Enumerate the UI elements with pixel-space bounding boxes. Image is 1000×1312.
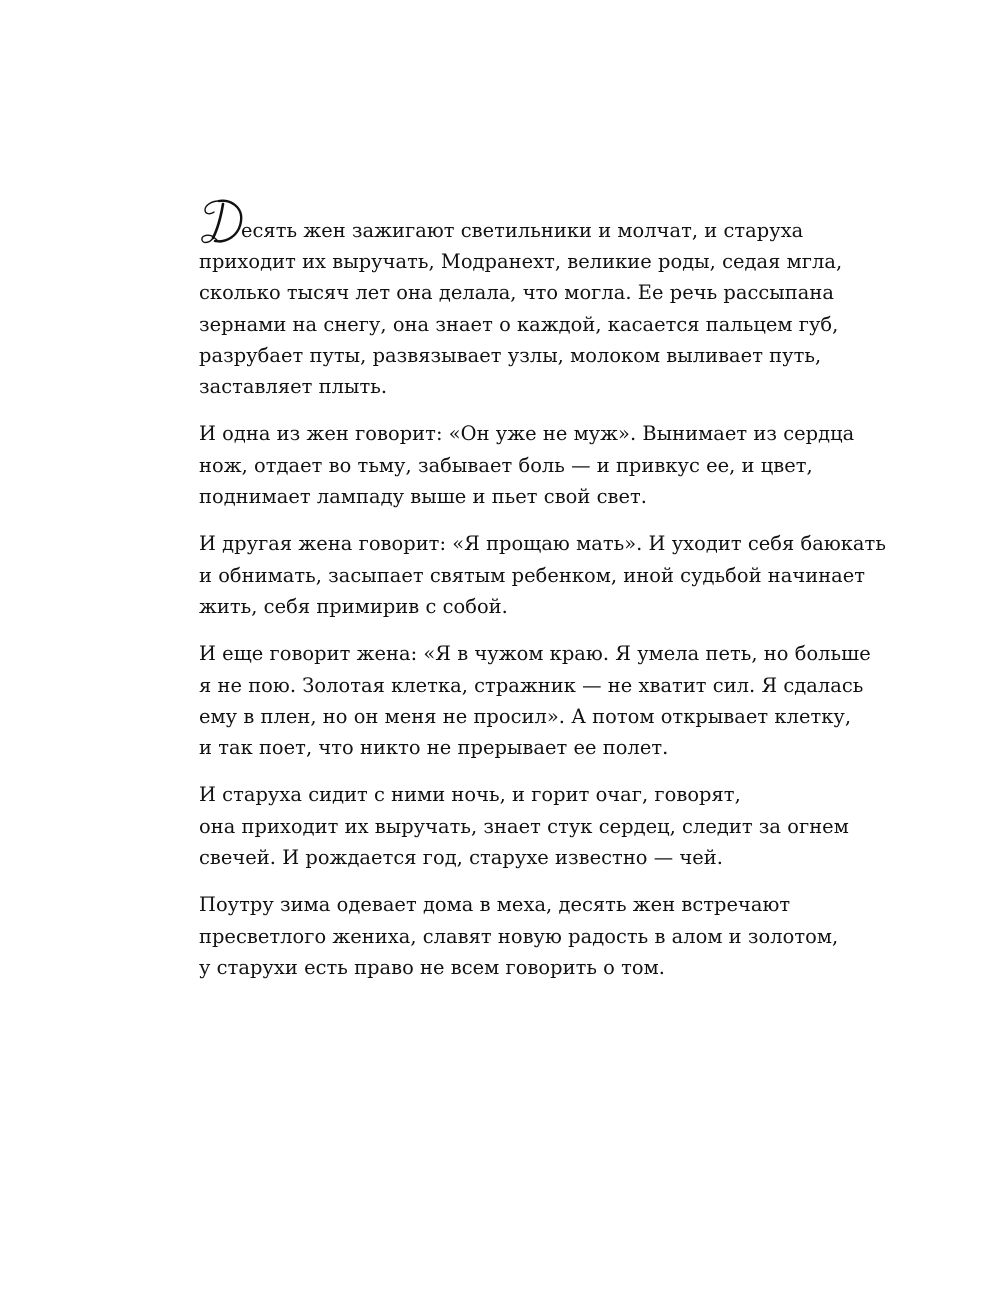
stanza-1	[199, 196, 879, 402]
poem-line: нож, отдает во тьму, забывает боль — и привкус ее, и цвет,	[199, 453, 813, 477]
poem-line: Поутру зима одевает дома в меха, десять жен встречают	[199, 893, 791, 917]
poem-line: она приходит их выручать, знает стук сердец, следит за огнем	[199, 814, 849, 838]
poem-line: И еще говорит жена: «Я в чужом краю. Я умела петь, но больше	[199, 642, 871, 666]
poem-line: жить, себя примирив с собой.	[199, 594, 508, 618]
stanza-3	[199, 528, 886, 622]
poem-line: ему в плен, но он меня не просил». А потом открывает клетку,	[199, 704, 852, 728]
poem-line: у старухи есть право не всем говорить о том.	[199, 955, 665, 979]
stanza-5	[199, 779, 879, 873]
stanza-6	[199, 889, 879, 983]
poem-line: свечей. И рождается год, старухе известно — чей.	[199, 846, 723, 870]
poem-line: и так поет, что никто не прерывает ее полет.	[199, 736, 669, 760]
first-line-text: есять жен зажигают светильники и молчат, и старуха	[241, 218, 804, 242]
poem-line: приходит их выручать, Модранехт, великие роды, седая мгла,	[199, 250, 843, 273]
poem-line: заставляет плыть.	[199, 375, 388, 399]
poem-line: сколько тысяч лет она делала, что могла. Ее речь рассыпана	[199, 281, 834, 305]
poem-line: И другая жена говорит: «Я прощаю мать». И уходит себя баюкать	[199, 532, 886, 556]
drop-cap-letter	[199, 196, 245, 248]
poem-line: и обнимать, засыпает святым ребенком, иной судьбой начинает	[199, 563, 866, 587]
poem-line-first	[199, 196, 879, 246]
poem-line: пресветлого жениха, славят новую радость в алом и золотом,	[199, 924, 839, 948]
poem-line: И одна из жен говорит: «Он уже не муж». Вынимает из сердца	[199, 422, 855, 446]
poem-line: я не пою. Золотая клетка, стражник — не хватит сил. Я сдалась	[199, 673, 864, 697]
poem-line: И старуха сидит с ними ночь, и горит очаг, говорят,	[199, 783, 741, 807]
stanza-2	[199, 418, 879, 512]
poem-line: поднимает лампаду выше и пьет свой свет.	[199, 485, 647, 509]
poem-line: зернами на снегу, она знает о каждой, касается пальцем губ,	[199, 312, 839, 336]
poem-text	[199, 196, 886, 999]
stanza-4	[199, 638, 879, 763]
poem-line: разрубает путы, развязывает узлы, молоком выливает путь,	[199, 343, 822, 367]
